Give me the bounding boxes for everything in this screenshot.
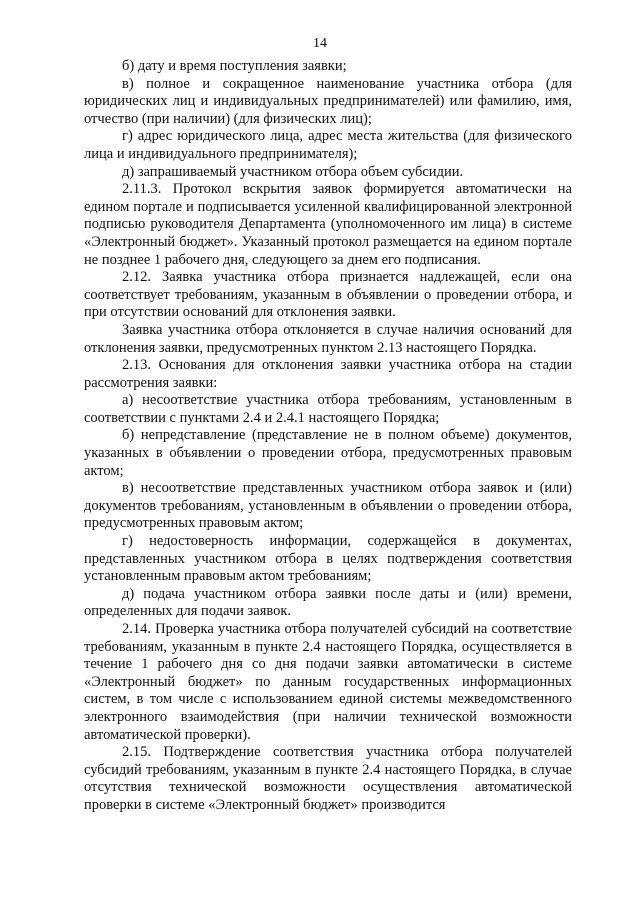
paragraph-2-13-v: в) несоответствие представленных участником отбора заявок и (или) документов требованиям, установленным в объявлении о проведении отбора, предусмотренных правовым актом; — [84, 480, 572, 532]
paragraph-b-date: б) дату и время поступления заявки; — [122, 58, 347, 74]
paragraph-g-address: г) адрес юридического лица, адрес места жительства (для физического лица и индивидуального предпринимателя); — [84, 128, 572, 162]
paragraph-2-13-d: д) подача участником отбора заявки после даты и (или) времени, определенных для подачи заявок. — [84, 585, 572, 620]
paragraph-2-13-g: г) недостоверность информации, содержащейся в документах, представленных участником отбора в целях подтверждения соответствия установленным правовым актом требованиям; — [84, 533, 572, 585]
paragraph-2-13-a: а) несоответствие участника отбора требованиям, установленным в соответствии с пунктами 2.4 и 2.4.1 настоящего Порядка; — [84, 392, 572, 426]
paragraph-2-12: 2.12. Заявка участника отбора признается надлежащей, если она соответствует требованиям, указанным в объявлении о проведении отбора, и при отсутствии оснований для отклонения заявки. — [84, 269, 572, 321]
paragraph-rejection: Заявка участника отбора отклоняется в случае наличия оснований для отклонения заявки, предусмотренных пунктом 2.13 настоящего Порядка. — [84, 321, 572, 356]
body-text — [84, 58, 572, 815]
paragraph-2-13: 2.13. Основания для отклонения заявки участника отбора на стадии рассмотрения заявки: — [84, 357, 572, 391]
paragraph-d-amount: д) запрашиваемый участником отбора объем субсидии. — [122, 163, 464, 180]
paragraph-2-11-3: 2.11.3. Протокол вскрытия заявок формируется автоматически на едином портале и подписывается усиленной квалифицированной электронной подписью руководителя Департамента (уполномоченного им лица) в системе «Электронный бюджет». Указанный протокол размещается на едином портале не позднее 1 рабочего дня, следующего за днем его подписания. — [84, 181, 572, 268]
paragraph-2-13-b: б) непредставление (представление не в полном объеме) документов, указанных в объявлении о проведении отбора, предусмотренных правовым актом; — [84, 427, 572, 479]
page-number: 14 — [313, 36, 327, 51]
paragraph-v-name: в) полное и сокращенное наименование участника отбора (для юридических лиц и индивидуальных предпринимателей) или фамилию, имя, отчество (при наличии) (для физических лиц); — [84, 75, 572, 127]
paragraph-2-15: 2.15. Подтверждение соответствия участника отбора получателей субсидий требованиям, указанным в пункте 2.4 настоящего Порядка, в случае отсутствия технической возможности осуществления автоматической проверки в системе «Электронный бюджет» производится — [84, 744, 572, 813]
paragraph-2-14: 2.14. Проверка участника отбора получателей субсидий на соответствие требованиям, указанным в пункте 2.4 настоящего Порядка, осуществляется в течение 1 рабочего дня со дня подачи заявки автоматически в системе «Электронный бюджет» по данным государственных информационных систем, в том числе с использованием единой системы межведомственного электронного взаимодействия (при наличии технической возможности автоматической проверки). — [84, 621, 572, 743]
